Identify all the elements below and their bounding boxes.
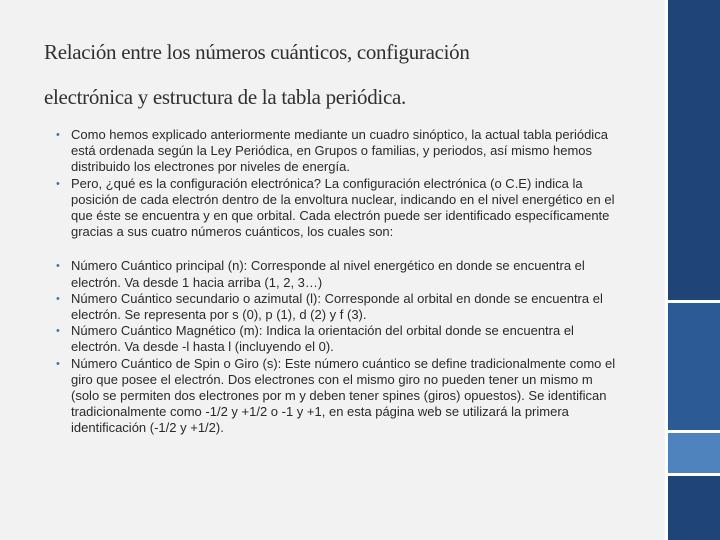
- list-item-azimuthal: [56, 291, 624, 323]
- spacer: [56, 240, 624, 258]
- sidebar-block-light: [668, 433, 720, 473]
- list-item-text: Número Cuántico principal (n): Corresponde al nivel energético en donde se encuentra el electrón. Va desde 1 hacia arriba (1, 2, 3…): [71, 258, 585, 290]
- sidebar-block-top: [668, 0, 720, 300]
- bullet-icon: •: [56, 177, 60, 190]
- sidebar-block-bottom: [668, 476, 720, 540]
- list-item-intro-2: [56, 176, 624, 241]
- list-item-text: Como hemos explicado anteriormente mediante un cuadro sinóptico, la actual tabla periódica está ordenada según la Ley Periódica, en Grupos o familias, y periodos, así mismo hemos distribuido los electrones por niveles de energía.: [71, 127, 608, 175]
- bullet-icon: •: [56, 357, 60, 370]
- list-item-magnetic: [56, 323, 624, 355]
- list-item-principal: [56, 258, 624, 290]
- intro-list: [56, 127, 624, 240]
- list-item-text: Número Cuántico secundario o azimutal (l): Corresponde al orbital en donde se encuentra el electrón. Se representa por s (0), p (1), d (2) y f (3).: [71, 290, 603, 323]
- list-item-spin: [56, 356, 624, 437]
- title-line-2: electrónica y estructura de la tabla periódica.: [44, 85, 406, 109]
- list-item-text: Pero, ¿qué es la configuración electrónica? La configuración electrónica (o C.E) indica la posición de cada electrón dentro de la envoltura nuclear, indicando en el nivel energético en el que éste se encuentra y en que orbital. Cada electrón puede ser identificado específicamente gracias a sus cuatro números cuánticos, los cuales son:: [71, 175, 615, 240]
- list-item-text: Número Cuántico de Spin o Giro (s): Este número cuántico se define tradicionalmente como el giro que posee el electrón. Dos electrones con el mismo giro no pueden tener un mismo m (solo se permiten dos electrones por m y deben tener spines (giros) opuestos). Se identifican tradicionalmente como -1/2 y +1/2 o -1 y +1, en esta página web se utilizará la primera identificación (-1/2 y +1/2).: [71, 355, 616, 436]
- bullet-icon: •: [56, 325, 60, 338]
- bullet-icon: •: [56, 260, 60, 273]
- quantum-numbers-list: [56, 258, 624, 436]
- slide-title: [44, 30, 644, 120]
- title-line-1: Relación entre los números cuánticos, configuración: [44, 40, 470, 64]
- bullet-icon: •: [56, 129, 60, 141]
- list-item-text: Número Cuántico Magnético (m): Indica la orientación del orbital donde se encuentra el electrón. Va desde -l hasta l (incluyendo el 0).: [71, 323, 574, 355]
- bullet-icon: •: [56, 292, 60, 305]
- slide-content: [56, 127, 624, 437]
- sidebar-block-middle: [668, 303, 720, 430]
- list-item-intro-1: [56, 127, 624, 176]
- decorative-sidebar: [668, 0, 720, 540]
